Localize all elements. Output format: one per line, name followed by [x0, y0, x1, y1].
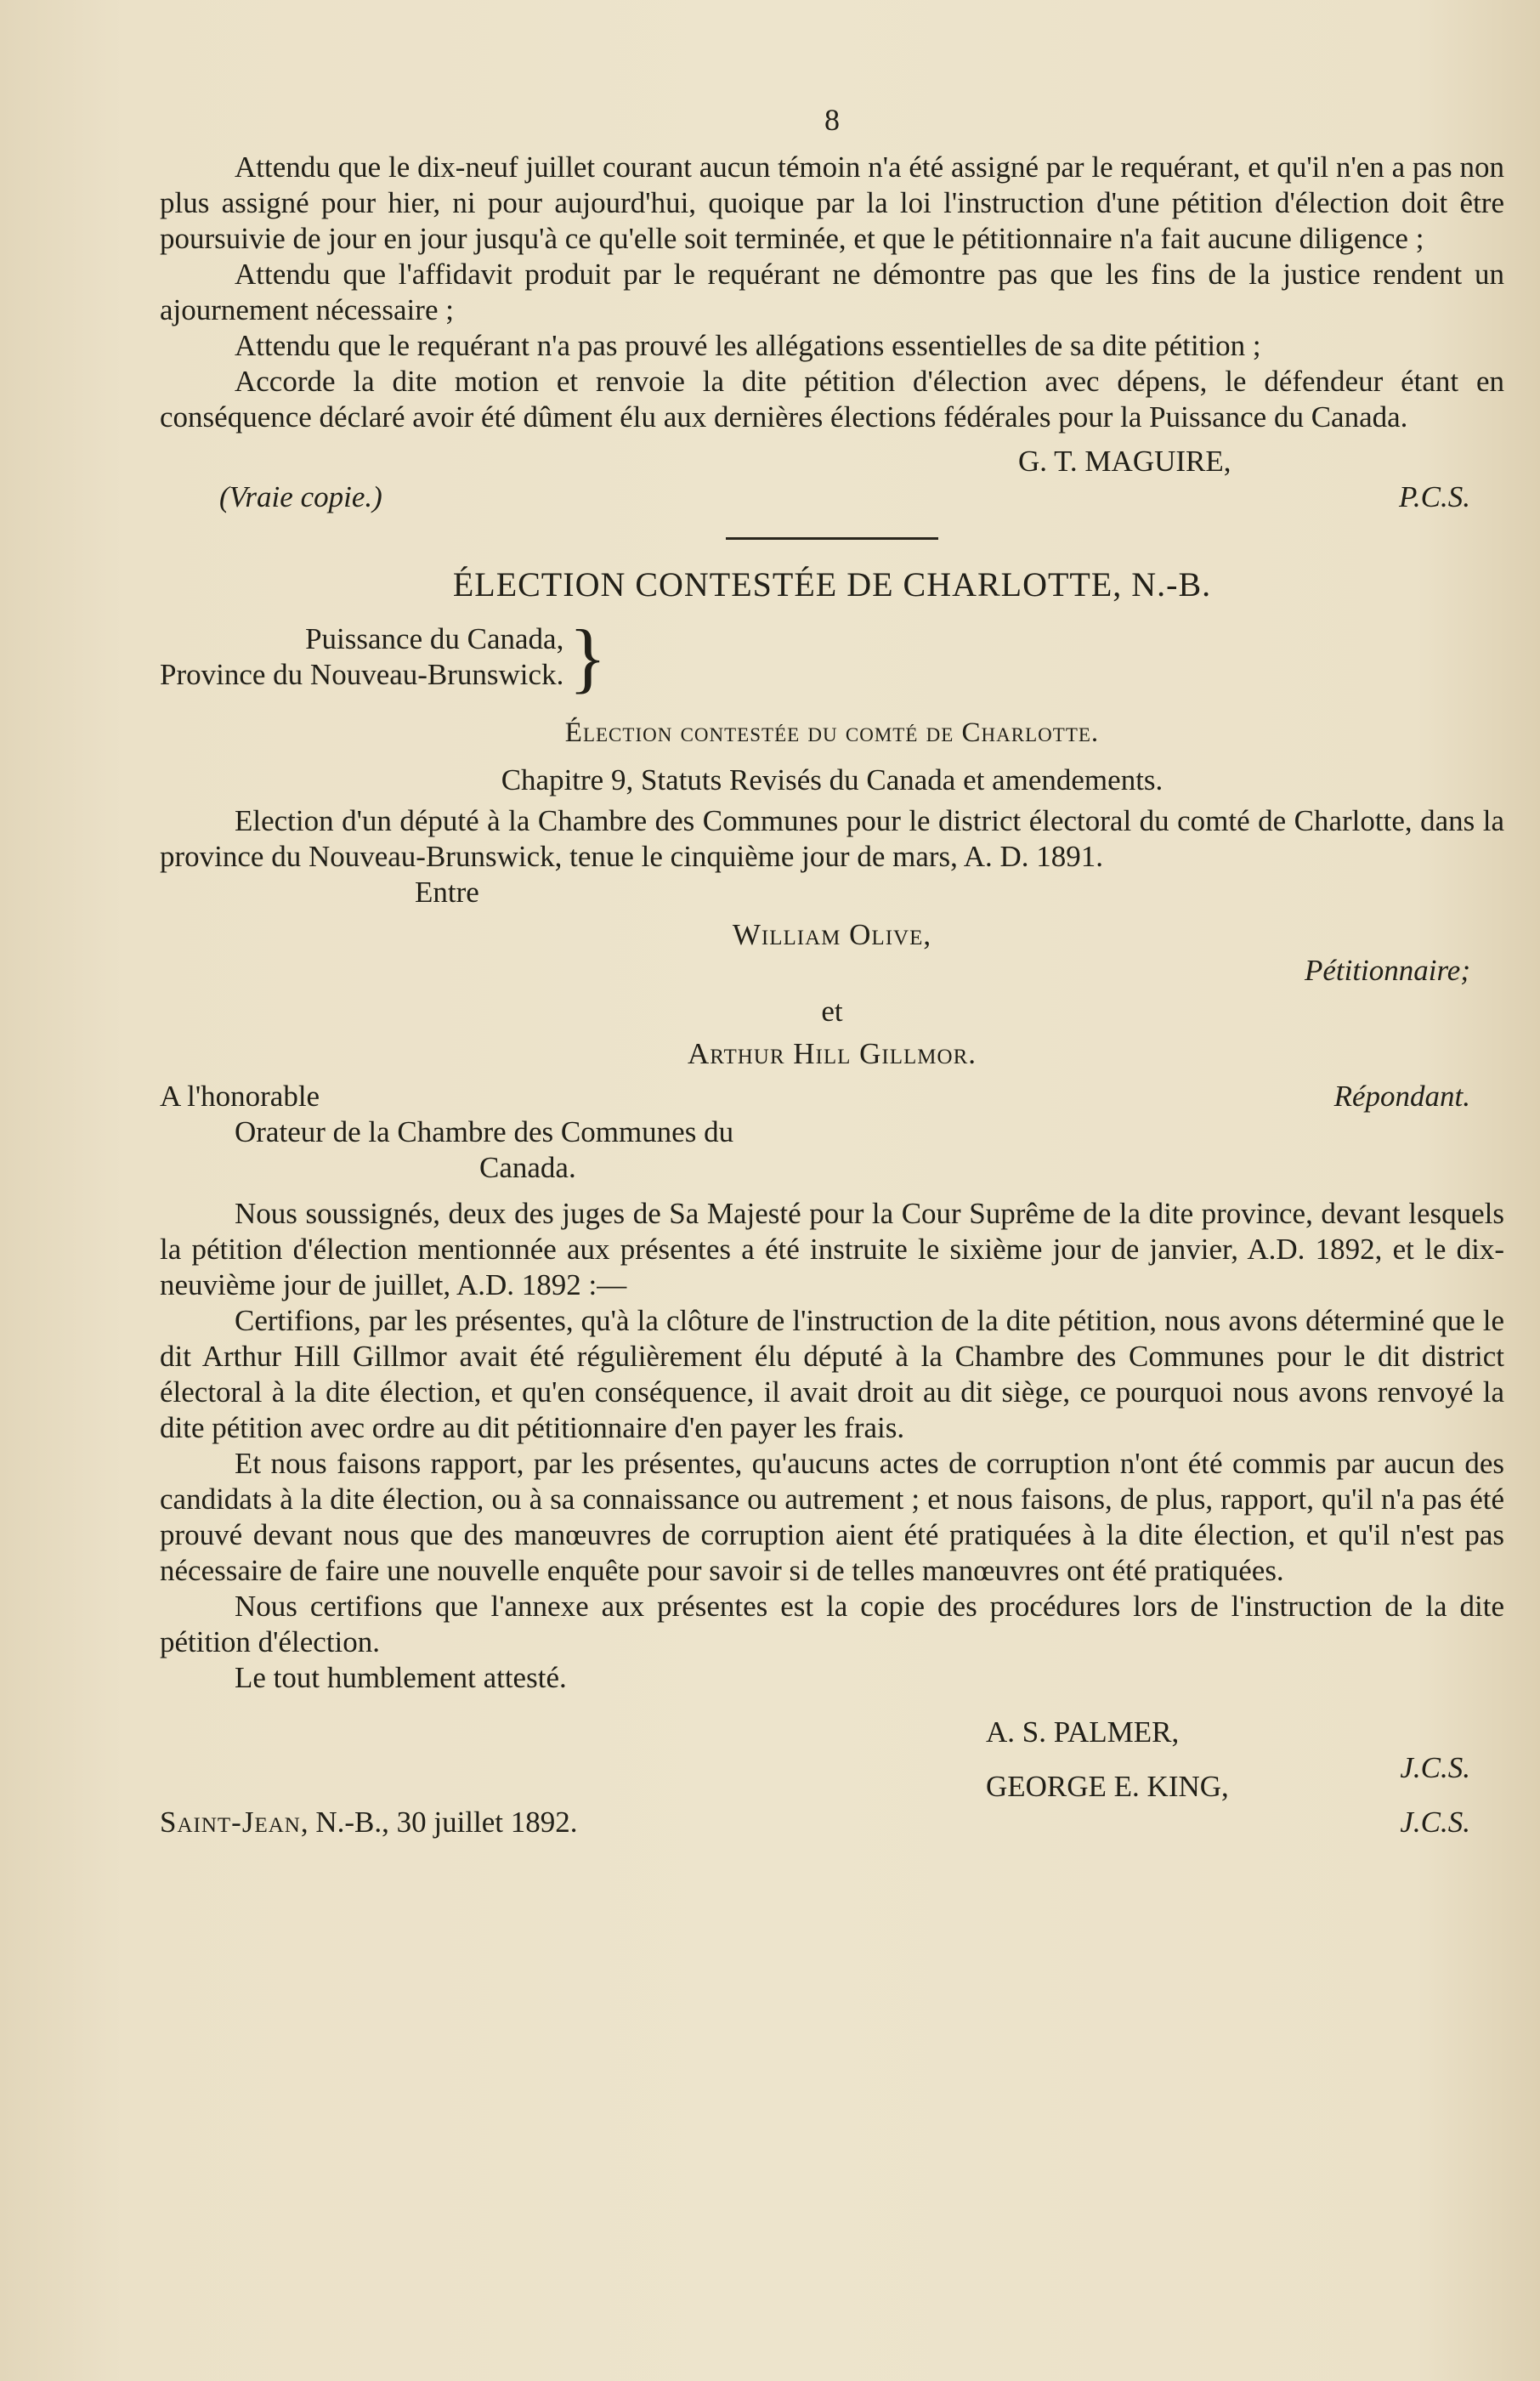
- text-column: [160, 102, 1504, 1840]
- sub-heading: Élection contestée du comté de Charlotte.: [564, 717, 1100, 748]
- place-name: Saint-Jean: [160, 1806, 301, 1839]
- jurisdiction-line-2: Province du Nouveau-Brunswick.: [160, 658, 564, 691]
- signatories: [160, 1715, 1504, 1840]
- paragraph-atteste: Le tout humblement attesté.: [235, 1661, 567, 1694]
- chapter-reference: Chapitre 9, Statuts Revisés du Canada et amendements.: [501, 763, 1163, 797]
- paragraph-attendu-3: Attendu que le requérant n'a pas prouvé les allégations essentielles de sa dite pétition ;: [235, 329, 1261, 362]
- vraie-copie: (Vraie copie.): [219, 480, 382, 513]
- section-heading: ÉLECTION CONTESTÉE DE CHARLOTTE, N.-B.: [452, 565, 1212, 604]
- jurisdiction-block: [160, 614, 1504, 700]
- place-date: [160, 1805, 578, 1840]
- paragraph-annexe: Nous certifions que l'annexe aux présentes est la copie des procédures lors de l'instruction de la dite pétition d'élection.: [160, 1590, 1504, 1658]
- jurisdiction-line-1: Puissance du Canada,: [305, 622, 564, 655]
- date-text: , N.-B., 30 juillet 1892.: [300, 1806, 578, 1839]
- address-line-3: Canada.: [479, 1151, 576, 1184]
- paragraph-certifions: Certifions, par les présentes, qu'à la clôture de l'instruction de la dite pétition, nous avons déterminé que le dit Arthur Hill Gillmor avait été régulièrement élu député à la Chambre des Communes pour le dit district électoral à la dite élection, et qu'en conséquence, il avait droit au dit siège, ce pourquoi nous avons renvoyé la dite pétition avec ordre au dit pétitionnaire d'en payer les frais.: [160, 1304, 1504, 1444]
- section-divider: [726, 537, 938, 540]
- paragraph-rapport: Et nous faisons rapport, par les présentes, qu'aucuns actes de corruption n'ont été commis par aucun des candidats à la dite élection, ou à sa connaissance ou autrement ; et nous faisons, de plus, rapport, qu'il n'a pas été prouvé devant nous que des manœuvres de corruption aient été pratiquées à la dite élection, et qu'il n'est pas nécessaire de faire une nouvelle enquête pour savoir si de telles manœuvres ont été pratiquées.: [160, 1447, 1504, 1587]
- signature-maguire: [160, 444, 1504, 515]
- signature-title: P.C.S.: [1399, 480, 1470, 513]
- paragraph-attendu-1: Attendu que le dix-neuf juillet courant aucun témoin n'a été assigné par le requérant, et qu'il n'en a pas non plus assigné pour hier, ni pour aujourd'hui, quoique par la loi l'instruction d'une pétition d'élection doit être poursuivie de jour en jour jusqu'à ce qu'elle soit terminée, et que le pétitionnaire n'a fait aucune diligence ;: [160, 150, 1504, 255]
- paragraph-attendu-2: Attendu que l'affidavit produit par le requérant ne démontre pas que les fins de la justice rendent un ajournement nécessaire ;: [160, 258, 1504, 326]
- respondent-role: Répondant.: [1333, 1080, 1470, 1113]
- paragraph-soussignes: Nous soussignés, deux des juges de Sa Majesté pour la Cour Suprême de la dite province, devant lesquels la pétition d'élection mentionnée aux présentes a été instruite le sixième jour de janvier, A.D. 1892, et le dix-neuvième jour de juillet, A.D. 1892 :—: [160, 1197, 1504, 1301]
- respondent-name: Arthur Hill Gillmor.: [688, 1037, 977, 1070]
- page-number: 8: [824, 103, 840, 137]
- brace-icon: }: [569, 614, 607, 700]
- paragraph-election: Election d'un député à la Chambre des Communes pour le district électoral du comté de Charlotte, dans la province du Nouveau-Brunswick, tenue le cinquième jour de mars, A. D. 1891.: [160, 804, 1504, 873]
- signature-name: G. T. MAGUIRE,: [1018, 445, 1231, 478]
- paragraph-accorde: Accorde la dite motion et renvoie la dite pétition d'élection avec dépens, le défendeur étant en conséquence déclaré avoir été dûment élu aux dernières élections fédérales pour la Puissance du Canada.: [160, 365, 1504, 434]
- petitioner-name: William Olive,: [732, 918, 932, 951]
- address-line-2: Orateur de la Chambre des Communes du: [235, 1115, 734, 1148]
- signatory-2-title: J.C.S.: [1400, 1806, 1470, 1839]
- entre-label: Entre: [415, 876, 479, 909]
- signatory-1-title: J.C.S.: [1400, 1751, 1470, 1784]
- signatory-2-name: GEORGE E. KING,: [986, 1770, 1229, 1803]
- address-line-1: A l'honorable: [160, 1080, 320, 1113]
- et-label: et: [821, 995, 843, 1028]
- petitioner-role: Pétitionnaire;: [1304, 954, 1470, 987]
- signatory-1-name: A. S. PALMER,: [986, 1715, 1180, 1749]
